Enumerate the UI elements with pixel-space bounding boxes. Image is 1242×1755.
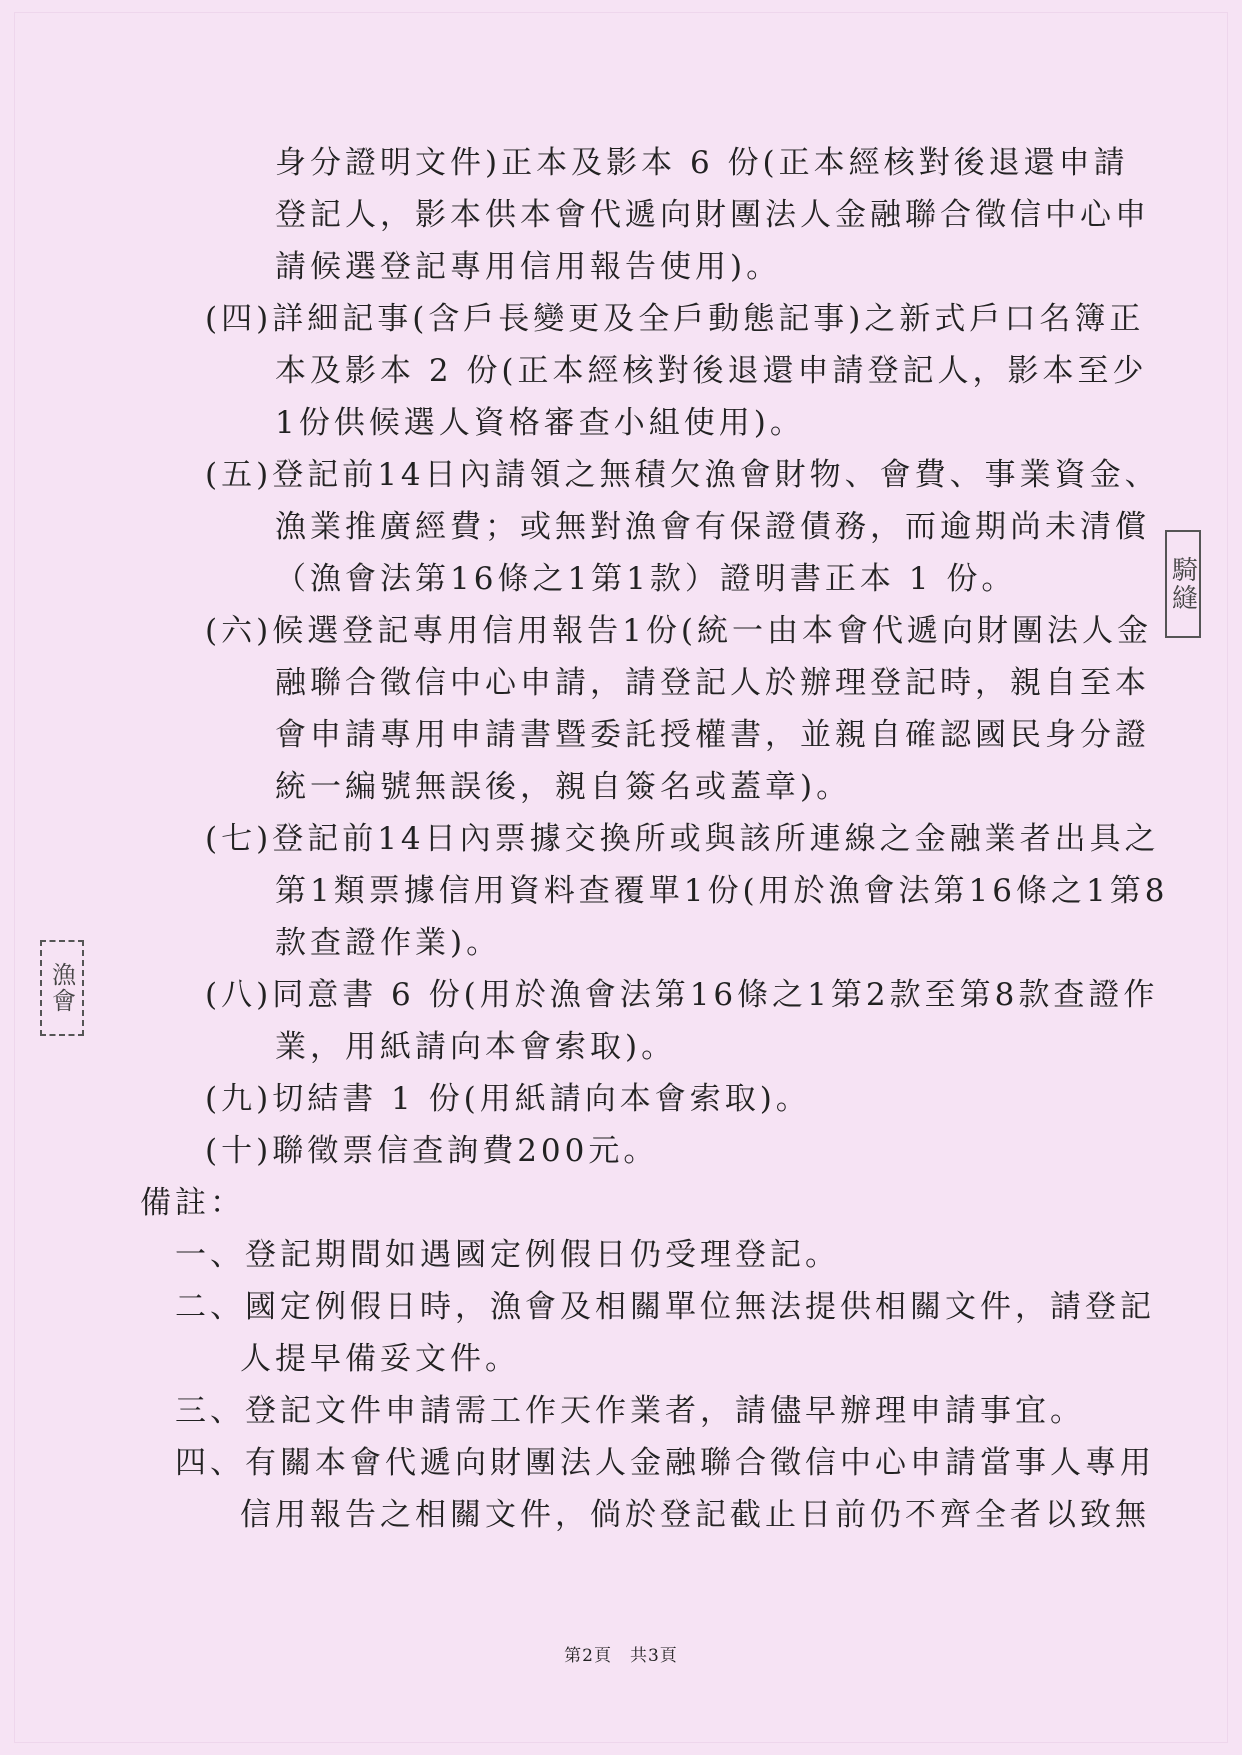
body-line: 融聯合徵信中心申請，請登記人於辦理登記時，親自至本 xyxy=(275,665,1150,701)
body-line: 1份供候選人資格審查小組使用)。 xyxy=(275,405,805,441)
body-line: 統一編號無誤後，親自簽名或蓋章)。 xyxy=(275,769,852,805)
body-line: 款查證作業)。 xyxy=(275,925,502,961)
body-line: 本及影本 2 份(正本經核對後退還申請登記人，影本至少 xyxy=(275,353,1148,389)
body-line: 身分證明文件)正本及影本 6 份(正本經核對後退還申請 xyxy=(275,145,1129,181)
body-line: （漁會法第16條之1第1款）證明書正本 1 份。 xyxy=(275,561,1017,597)
item-9-line: (九)切結書 1 份(用紙請向本會索取)。 xyxy=(205,1081,811,1117)
body-line: 信用報告之相關文件，倘於登記截止日前仍不齊全者以致無 xyxy=(240,1497,1150,1533)
item-10-line: (十)聯徵票信查詢費200元。 xyxy=(205,1133,659,1169)
body-line: 會申請專用申請書暨委託授權書，並親自確認國民身分證 xyxy=(275,717,1150,753)
remark-4-line: 四、有關本會代遞向財團法人金融聯合徵信中心申請當事人專用 xyxy=(175,1445,1155,1481)
right-seal-stamp: 騎縫 xyxy=(1165,530,1201,638)
body-line: 第1類票據信用資料查覆單1份(用於漁會法第16條之1第8 xyxy=(275,873,1169,909)
item-5-line: (五)登記前14日內請領之無積欠漁會財物、會費、事業資金、 xyxy=(205,457,1160,493)
item-6-line: (六)候選登記專用信用報告1份(統一由本會代遞向財團法人金 xyxy=(205,613,1153,649)
body-line: 業，用紙請向本會索取)。 xyxy=(275,1029,677,1065)
remark-3-line: 三、登記文件申請需工作天作業者，請儘早辦理申請事宜。 xyxy=(175,1393,1085,1429)
body-line: 請候選登記專用信用報告使用)。 xyxy=(275,249,782,285)
body-line: 登記人，影本供本會代遞向財團法人金融聯合徵信中心申 xyxy=(275,197,1150,233)
page-number: 第2頁 共3頁 xyxy=(564,1646,678,1666)
remark-2-line: 二、國定例假日時，漁會及相關單位無法提供相關文件，請登記 xyxy=(175,1289,1155,1325)
body-line: 漁業推廣經費；或無對漁會有保證債務，而逾期尚未清償 xyxy=(275,509,1150,545)
remarks-heading: 備註： xyxy=(140,1185,245,1221)
left-seal-stamp: 漁會 xyxy=(40,940,84,1036)
item-4-line: (四)詳細記事(含戶長變更及全戶動態記事)之新式戶口名簿正 xyxy=(205,301,1145,337)
remark-1-line: 一、登記期間如遇國定例假日仍受理登記。 xyxy=(175,1237,840,1273)
item-7-line: (七)登記前14日內票據交換所或與該所連線之金融業者出具之 xyxy=(205,821,1160,857)
item-8-line: (八)同意書 6 份(用於漁會法第16條之1第2款至第8款查證作 xyxy=(205,977,1159,1013)
body-line: 人提早備妥文件。 xyxy=(240,1341,520,1377)
